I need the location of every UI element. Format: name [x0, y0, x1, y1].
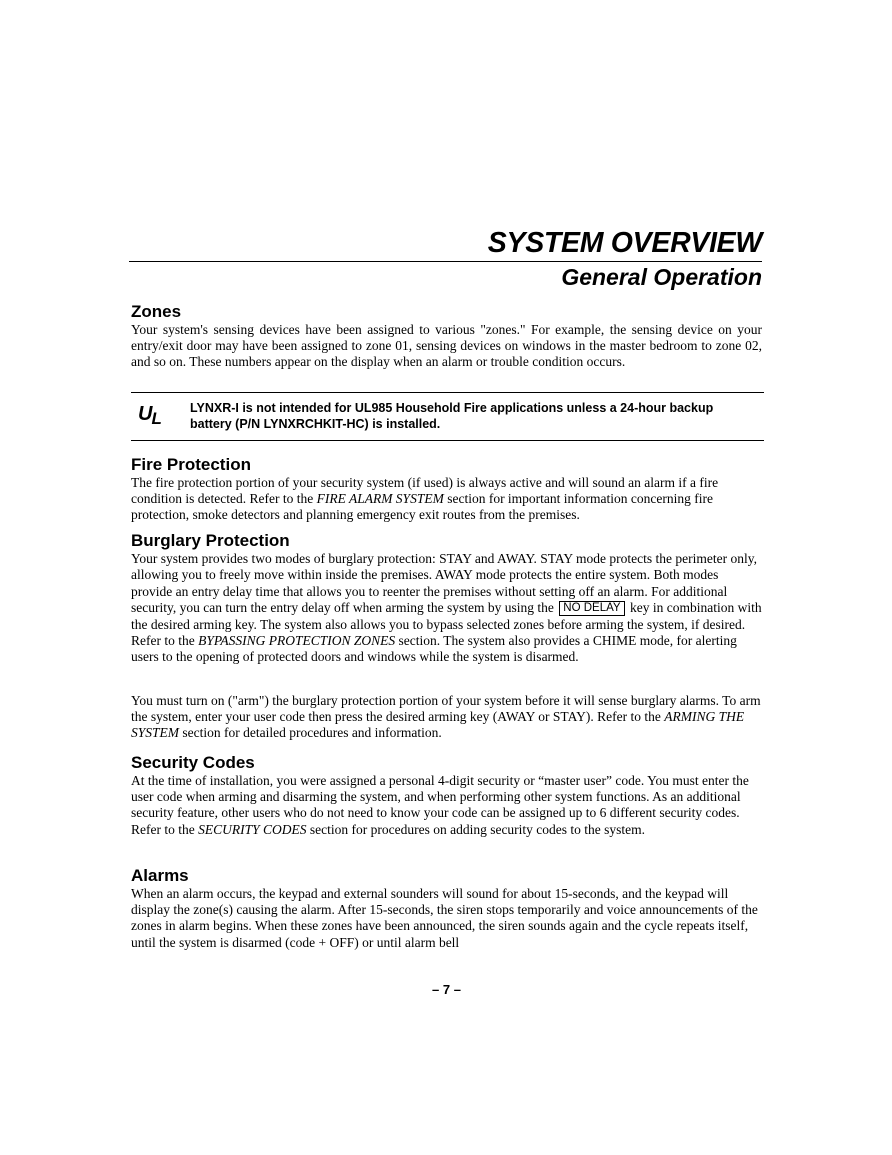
fire-alarm-system-reference: FIRE ALARM SYSTEM: [316, 491, 444, 507]
arming-paragraph: You must turn on ("arm") the burglary protection portion of your system before it will sense burglary alarms. To arm the system, enter your user code then press the desired arming key (AWAY or STAY). Refer to the ARMING THE SYSTEM section for detailed procedures and information.: [131, 693, 761, 741]
note-top-rule: [131, 392, 764, 393]
page-title: SYSTEM OVERVIEW: [487, 227, 762, 259]
security-codes-paragraph: At the time of installation, you were assigned a personal 4-digit security or “master user” code. You must enter the user code when arming and disarming the system, and when performing other system functions. As an additional security feature, other users who do not need to know your code can be assigned up to 6 different security codes. Refer to the SECURITY CODES section for procedures on adding security codes to the system.: [131, 773, 749, 837]
burglary-protection-paragraph: Your system provides two modes of burglary protection: STAY and AWAY. STAY mode protects the perimeter only, allowing you to freely move within inside the premises. AWAY mode protects the entire system. Both modes provide an entry delay time that allows you to reenter the premises without setting off an alarm. For additional security, you can turn the entry delay off when arming the system by using the NO DELAY key in combination with the desired arming key. The system also allows you to bypass selected zones before arming the system, if desired. Refer to the BYPASSING PROTECTION ZONES section. The system also provides a CHIME mode, for alerting users to the opening of protected doors and windows while the system is disarmed.: [131, 551, 762, 665]
page-number: – 7 –: [432, 982, 461, 997]
burglary-protection-heading: Burglary Protection: [131, 531, 290, 550]
fire-protection-paragraph: The fire protection portion of your security system (if used) is always active and will sound an alarm if a fire condition is detected. Refer to the FIRE ALARM SYSTEM section for important information concerning fire protection, smoke detectors and planning emergency exit routes from the premises.: [131, 475, 719, 523]
bypassing-zones-reference: BYPASSING PROTECTION ZONES: [198, 633, 396, 649]
zones-heading: Zones: [131, 302, 182, 321]
zones-paragraph: Your system's sensing devices have been assigned to various "zones." For example, the sensing device on your entry/exit door may have been assigned to zone 01, sensing devices on windows in the master bedroom to zone 02, and so on. These numbers appear on the display when an alarm or trouble condition occurs.: [131, 322, 762, 370]
arming-the-system-reference: ARMING THE SYSTEM: [131, 709, 745, 741]
no-delay-key: NO DELAY: [559, 601, 624, 616]
alarms-paragraph: When an alarm occurs, the keypad and external sounders will sound for about 15-seconds, and the keypad will display the zone(s) causing the alarm. After 15-seconds, the siren stops temporarily and voice announcements of the zones in alarm begins. When these zones have been announced, the siren sounds again and the cycle repeats itself, until the system is disarmed (code + OFF) or until alarm bell: [131, 886, 758, 950]
title-divider: [129, 261, 762, 262]
fire-protection-heading: Fire Protection: [131, 455, 251, 474]
note-bottom-rule: [131, 440, 764, 441]
security-codes-heading: Security Codes: [131, 753, 255, 772]
ul-note-text: LYNXR-I is not intended for UL985 Household Fire applications unless a 24-hour backup battery (P/N LYNXRCHKIT-HC) is installed.: [190, 401, 714, 431]
security-codes-reference: SECURITY CODES: [198, 821, 307, 837]
alarms-heading: Alarms: [131, 866, 189, 885]
page-subtitle: General Operation: [561, 264, 762, 290]
ul-listing-icon: $U_L$: [138, 403, 161, 428]
